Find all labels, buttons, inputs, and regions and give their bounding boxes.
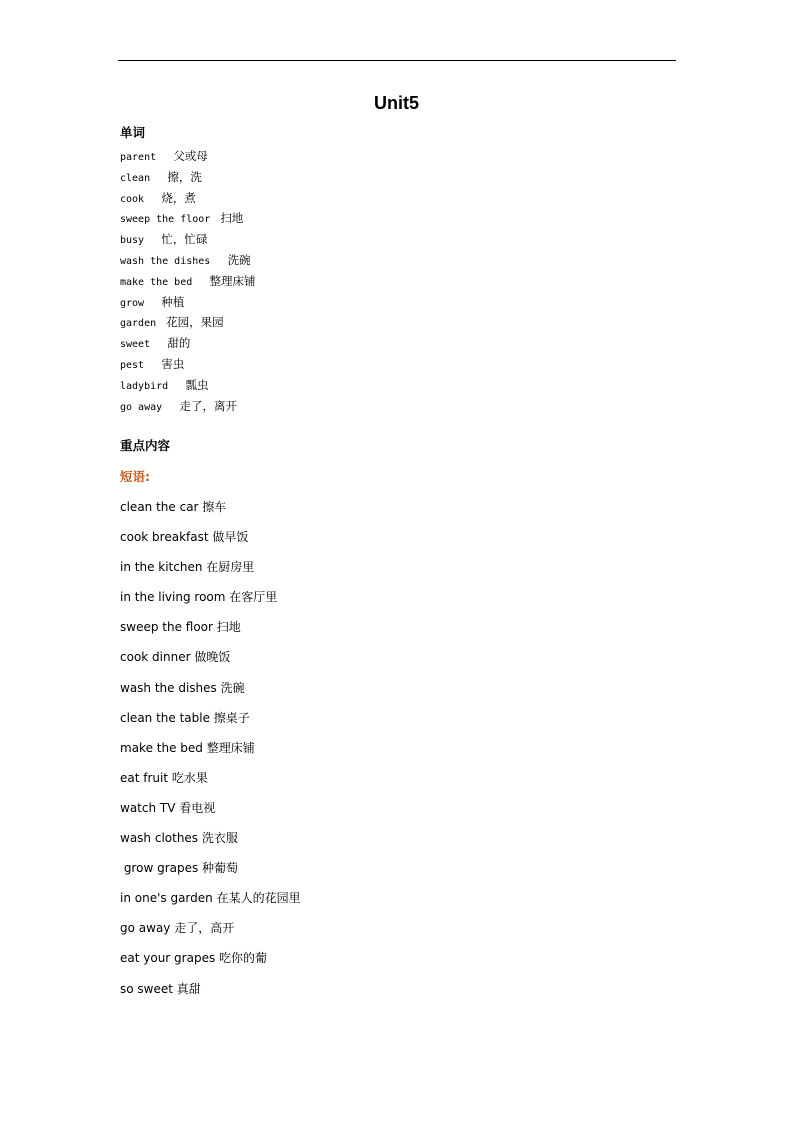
phrases-label: 短语: [120,469,150,484]
vocab-meaning: 擦，洗 [160,169,202,184]
vocab-word: sweet [120,339,151,351]
vocab-word: sweep the floor [120,214,211,226]
vocab-word: ladybird [120,380,169,392]
phrase-item: so sweet 真甜 [120,981,201,996]
vocab-meaning: 瓢虫 [178,377,209,392]
vocab-word: busy [120,235,145,247]
vocab-item [120,333,256,354]
vocab-meaning: 烧，煮 [154,190,196,205]
vocab-meaning: 扫地 [220,211,244,226]
vocab-meaning: 整理床铺 [202,273,256,288]
vocab-item [120,146,256,167]
vocab-item [120,229,256,250]
vocab-meaning: 害虫 [154,356,185,371]
phrase-item: in the living room 在客厅里 [120,590,278,605]
phrase-list [120,497,301,1009]
phrase-item: go away 走了，高开 [120,921,235,936]
phrase-item: grow grapes 种葡萄 [120,861,239,876]
phrase-item: clean the car 擦车 [120,500,227,514]
vocab-meaning: 走了，离开 [172,398,237,413]
vocab-word: parent [120,152,157,163]
vocab-word: pest [120,359,145,371]
phrase-item: wash clothes 洗衣服 [120,831,238,846]
vocab-meaning: 甜的 [160,336,191,351]
phrase-item: in the kitchen 在厨房里 [120,560,255,575]
vocab-meaning: 洗碗 [220,252,251,267]
vocab-meaning: 花园，果园 [166,315,224,330]
key-content-heading: 重点内容 [120,438,171,453]
phrase-item: wash the dishes 洗碗 [120,680,245,695]
phrase-item: sweep the floor 扫地 [120,620,241,635]
phrase-item: cook dinner 做晚饭 [120,650,231,665]
vocab-word: grow [120,297,145,309]
vocab-item [120,396,256,417]
vocab-heading: 单词 [120,125,146,140]
vocab-item [120,375,256,396]
phrase-item: eat fruit 吃水果 [120,770,208,785]
vocab-item [120,208,256,229]
vocab-word: garden [120,318,157,330]
phrase-item: watch TV 看电视 [120,800,216,815]
vocab-item [120,271,256,292]
vocab-meaning: 种植 [154,294,185,309]
vocab-item [120,312,256,333]
vocab-meaning: 忙，忙碌 [154,232,208,247]
vocab-word: make the bed [120,276,193,288]
vocab-word: go away [120,401,163,413]
vocab-item [120,188,256,209]
phrase-item: make the bed 整理床铺 [120,740,255,755]
phrase-item: in one's garden 在某人的花园里 [120,891,301,906]
phrase-item: cook breakfast 做早饭 [120,530,249,545]
page-title: Unit5 [374,93,419,113]
vocab-item [120,354,256,375]
phrase-item: eat your grapes 吃你的葡 [120,951,268,966]
vocab-word: wash the dishes [120,255,211,267]
vocab-word: cook [120,193,145,205]
header-rule [118,60,676,61]
vocab-word: clean [120,172,151,184]
vocab-list [120,146,256,416]
vocab-meaning: 父或母 [166,149,208,163]
vocab-item [120,250,256,271]
vocab-item [120,292,256,313]
vocab-item [120,167,256,188]
phrase-item: clean the table 擦桌子 [120,710,250,725]
